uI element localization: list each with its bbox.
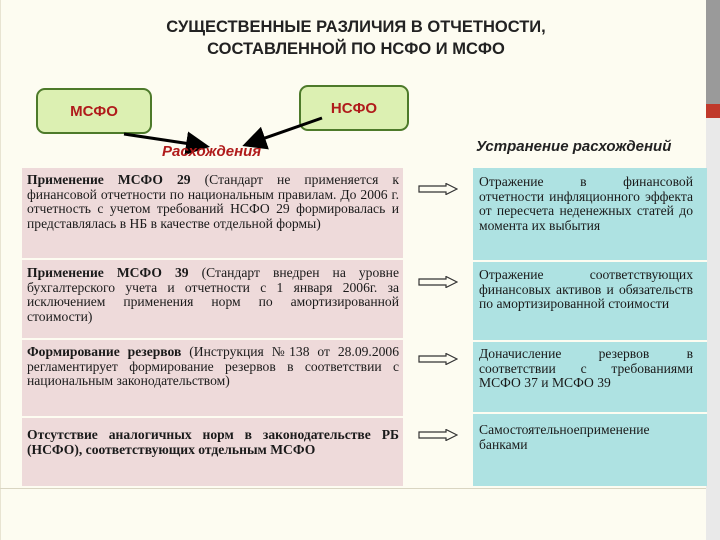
difference-item-2-text: (Стандарт внедрен на уровне бухгалтерского учета и отчетности с 1 января 2006г. за исключением применения норм по амортизированной стоимости) <box>27 265 399 324</box>
difference-item-1-text: (Стандарт не применяется к финансовой отчетности по национальным правилам. До 2006 г. отчетность с учетом требований НСФО 29 формировалась и представлялась в НБ в качестве отдельной формы) <box>27 172 399 231</box>
title-line-2: СОСТАВЛЕННОЙ ПО НСФО И МСФО <box>207 40 505 58</box>
row-separator-right-1 <box>473 260 707 262</box>
elimination-item-4: Самостоятельноеприменение банками <box>479 422 650 452</box>
row-separator-right-2 <box>473 340 707 342</box>
elimination-item-1: Отражение в финансовой отчетности инфляционного эффекта от пересчета неденежных статей до момента их выбытия <box>479 174 693 233</box>
frame-bottom-line <box>0 488 706 489</box>
difference-item-1-bold: Применение МСФО 29 <box>27 172 191 187</box>
differences-label: Расхождения <box>162 143 262 160</box>
difference-item-2 <box>27 266 399 324</box>
difference-item-4-bold: Отсутствие аналогичных норм в законодательстве РБ (НСФО), соответствующих отдельным МСФО <box>27 427 399 457</box>
row-arrow-icon-3 <box>418 353 458 365</box>
row-arrow-icon-1 <box>418 183 458 195</box>
title-line-1: СУЩЕСТВЕННЫЕ РАЗЛИЧИЯ В ОТЧЕТНОСТИ, <box>166 18 546 36</box>
elimination-label: Устранение расхождений <box>476 138 672 155</box>
sidebar-light-block <box>706 118 720 540</box>
difference-item-4 <box>27 428 399 457</box>
difference-item-2-bold: Применение МСФО 39 <box>27 265 189 280</box>
row-separator-left-1 <box>22 258 403 260</box>
row-separator-left-3 <box>22 416 403 418</box>
elimination-item-2: Отражение соответствующих финансовых активов и обязательств по амортизированной стоимости <box>479 267 693 312</box>
nsfo-box: НСФО <box>299 85 409 131</box>
difference-item-3 <box>27 345 399 389</box>
elimination-item-3: Доначисление резервов в соответствии с требованиями МСФО 37 и МСФО 39 <box>479 346 693 391</box>
row-arrow-icon-4 <box>418 429 458 441</box>
row-separator-right-3 <box>473 412 707 414</box>
difference-item-3-text: (Инструкция №138 от 28.09.2006 регламентирует формирование резервов в соответствии с национальным законодательством) <box>27 344 400 389</box>
difference-item-3-bold: Формирование резервов <box>27 344 182 359</box>
page-title <box>40 16 672 60</box>
msfo-box: МСФО <box>36 88 152 134</box>
frame-left-line <box>0 0 1 540</box>
sidebar-gray-block <box>706 0 720 104</box>
row-arrow-icon-2 <box>418 276 458 288</box>
difference-item-1 <box>27 173 399 231</box>
sidebar-red-block <box>706 104 720 118</box>
row-separator-left-2 <box>22 338 403 340</box>
